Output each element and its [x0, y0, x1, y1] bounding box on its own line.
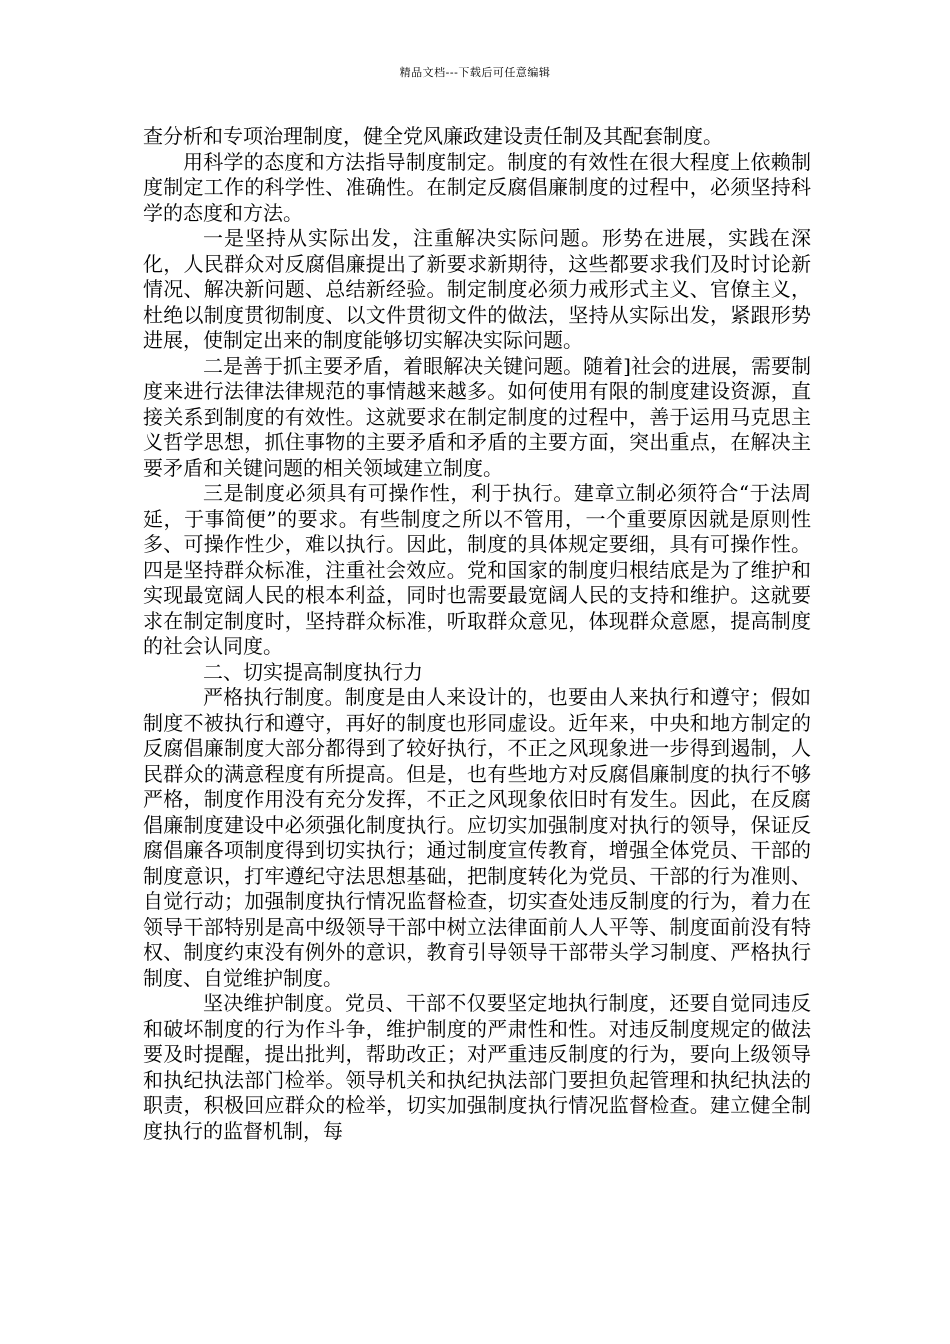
paragraph-point-two: 二是善于抓主要矛盾，着眼解决关键问题。随着]社会的进展，需要制度来进行法律法律规范的事情越来越多。如何使用有限的制度建设资源，直接关系到制度的有效性。这就要求在制定制度的过程中，善于运用马克思主义哲学思想，抓住事物的主要矛盾和矛盾的主要方面，突出重点，在解决主要矛盾和关键问题的相关领域建立制度。 [143, 353, 811, 480]
paragraph-scientific-method: 用科学的态度和方法指导制度制定。制度的有效性在很大程度上依赖制度制定工作的科学性、准确性。在制定反腐倡廉制度的过程中，必须坚持科学的态度和方法。 [143, 149, 811, 225]
paragraph-strict-execution: 严格执行制度。制度是由人来设计的，也要由人来执行和遵守；假如制度不被执行和遵守，再好的制度也形同虚设。近年来，中央和地方制定的反腐倡廉制度大部分都得到了较好执行，不正之风现象进一步得到遏制，人民群众的满意程度有所提高。但是，也有些地方对反腐倡廉制度的执行不够严格，制度作用没有充分发挥，不正之风现象依旧时有发生。因此，在反腐倡廉制度建设中必须强化制度执行。应切实加强制度对执行的领导，保证反腐倡廉各项制度得到切实执行；通过制度宣传教育，增强全体党员、干部的制度意识，打牢遵纪守法思想基础，把制度转化为党员、干部的行为准则、自觉行动；加强制度执行情况监督检查，切实查处违反制度的行为，着力在领导干部特别是高中级领导干部中树立法律面前人人平等、制度面前没有特权、制度约束没有例外的意识，教育引导领导干部带头学习制度、严格执行制度、自觉维护制度。 [143, 685, 811, 990]
document-body [143, 124, 811, 1144]
paragraph-point-three: 三是制度必须具有可操作性，利于执行。建章立制必须符合“于法周延，于事简便”的要求。有些制度之所以不管用，一个重要原因就是原则性多、可操作性少，难以执行。因此，制度的具体规定要细，具有可操作性。四是坚持群众标准，注重社会效应。党和国家的制度归根结底是为了维护和实现最宽阔人民的根本利益，同时也需要最宽阔人民的支持和维护。这就要求在制定制度时，坚持群众标准，听取群众意见，体现群众意愿，提高制度的社会认同度。 [143, 481, 811, 658]
paragraph-continued: 查分析和专项治理制度，健全党风廉政建设责任制及其配套制度。 [143, 124, 723, 148]
page-header: 精品文档---下载后可任意编辑 [399, 66, 551, 79]
section-heading: 二、切实提高制度执行力 [203, 659, 423, 684]
paragraph-maintain-system: 坚决维护制度。党员、干部不仅要坚定地执行制度，还要自觉同违反和破坏制度的行为作斗争，维护制度的严肃性和性。对违反制度规定的做法要及时提醒，提出批判，帮助改正；对严重违反制度的行为，要向上级领导和执纪执法部门检举。领导机关和执纪执法部门要担负起管理和执纪执法的职责，积极回应群众的检举，切实加强制度执行情况监督检查。建立健全制度执行的监督机制，每 [143, 991, 811, 1143]
paragraph-point-one: 一是坚持从实际出发，注重解决实际问题。形势在进展，实践在深化，人民群众对反腐倡廉提出了新要求新期待，这些都要求我们及时讨论新情况、解决新问题、总结新经验。制定制度必须力戒形式主义、官僚主义，杜绝以制度贯彻制度、以文件贯彻文件的做法，坚持从实际出发，紧跟形势进展，使制定出来的制度能够切实解决实际问题。 [143, 226, 811, 352]
